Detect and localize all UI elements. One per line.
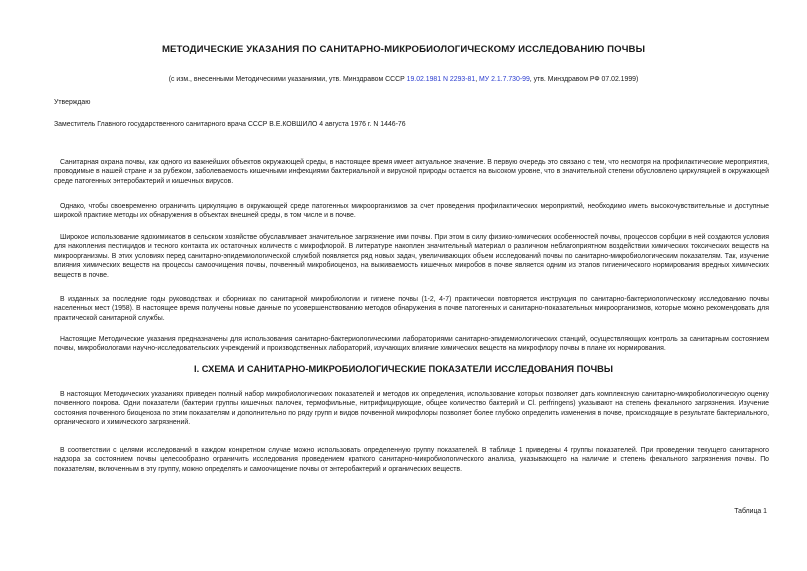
table-label: Таблица 1 <box>734 508 767 515</box>
intro-paragraph-4: В изданных за последние годы руководствах и сборниках по санитарной микробиологии и гигиене почвы (1-2, 4-7) практически повторяется инструкция по санитарно-бактериологическому исследованию почвы населенных мест (1958). В настоящее время получены новые данные по усовершенствованию методов обнаружения в почве патогенных и санитарно-показательных микроорганизмов, которые можно рекомендовать для практической санитарной службы. <box>54 296 769 322</box>
intro-paragraph-5: Настоящие Методические указания предназначены для использования санитарно-бактериологическими лабораториями санитарно-эпидемиологических станций, осуществляющих контроль за санитарным состоянием почвы, микробиологами научно-исследовательских учреждений и производственных лабораторий, изучающих влияние химических веществ на микрофлору почвы в плане их нормирования. <box>54 336 769 353</box>
intro-paragraph-3: Широкое использование ядохимикатов в сельском хозяйстве обуславливает значительное загрязнение ими почвы. При этом в силу физико-химических особенностей почвы, процессов сорбции в ней создаются условия для накопления пестицидов и тесного контакта их остаточных количеств с микрофлорой. В литературе накоплен значительный материал о различном неблагоприятном воздействии химических токсических веществ на микроорганизмы. В этих условиях перед санитарно-эпидемиологической службой появляется ряд новых задач, увеличивающих объем исследований почвы по санитарно-микробиологическим показателям. Так, изучение влияния химических веществ на процессы самоочищения почвы, почвенный микробиоценоз, на выживаемость кишечных микробов в почве является одним из этапов гигиенического нормирования вредных химических веществ в почве. <box>54 234 769 279</box>
amendment-separator: , <box>475 76 478 83</box>
signatory-line: Заместитель Главного государственного санитарного врача СССР В.Е.КОВШИЛО 4 августа 1976 г. N 1446-76 <box>54 121 406 128</box>
section-paragraph-2: В соответствии с целями исследований в каждом конкретном случае можно использовать определенную группу показателей. В таблице 1 приведены 4 группы показателей. При проведении текущего санитарного надзора за состоянием почвы целесообразно ограничить исследования проведением краткого санитарно-микробиологического анализа, указывающего на наличие и степень фекального загрязнения почвы. По показателям, включенным в эту группу, можно определять и самоочищение почвы от энтеробактерий и органических веществ. <box>54 447 769 473</box>
section-paragraph-1: В настоящих Методических указаниях приведен полный набор микробиологических показателей и методов их определения, использование которых позволяет дать комплексную санитарно-микробиологическую оценку почвенного покрова. Одни показатели (бактерии группы кишечных палочек, термофильные, нитрифицирующие, общее количество бактерий и Cl. perfringens) указывают на степень фекального загрязнения. Изучение состояния почвенного биоценоза по этим показателям и дополнительно по ряду групп и видов почвенной микрофлоры позволяет более глубоко определить изменения в почве, происходящие в результате бактериального, органического и химического загрязнений. <box>54 391 769 427</box>
amendment-link-mu[interactable]: МУ 2.1.7.730-99 <box>479 76 530 83</box>
amendment-prefix: (с изм., внесенными Методическими указаниями, утв. Минздравом СССР <box>168 76 405 83</box>
intro-paragraph-1: Санитарная охрана почвы, как одного из важнейших объектов окружающей среды, в настоящее время имеет актуальное значение. В первую очередь это связано с тем, что несмотря на профилактические мероприятия, проводимые в нашей стране и за рубежом, заболеваемость кишечными инфекциями бактериальной и вирусной природы остается на высоком уровне, что в значительной степени обусловлено циркуляцией в окружающей среде патогенных энтеробактерий и кишечных вирусов. <box>54 159 769 185</box>
intro-paragraph-2: Однако, чтобы своевременно ограничить циркуляцию в окружающей среде патогенных микроорганизмов за счет проведения профилактических мероприятий, необходимо иметь высокочувствительные и доступные широкой практике методы их обнаружения в объектах внешней среды, в том числе и в почве. <box>54 203 769 220</box>
amendment-note <box>0 76 807 83</box>
document-title: МЕТОДИЧЕСКИЕ УКАЗАНИЯ ПО САНИТАРНО-МИКРОБИОЛОГИЧЕСКОМУ ИССЛЕДОВАНИЮ ПОЧВЫ <box>161 44 646 55</box>
approval-label: Утверждаю <box>54 99 91 106</box>
amendment-suffix: , утв. Минздравом РФ 07.02.1999) <box>529 76 639 83</box>
section-title: I. СХЕМА И САНИТАРНО-МИКРОБИОЛОГИЧЕСКИЕ ПОКАЗАТЕЛИ ИССЛЕДОВАНИЯ ПОЧВЫ <box>194 364 613 374</box>
amendment-link-1981[interactable]: 19.02.1981 N 2293-81 <box>406 76 476 83</box>
